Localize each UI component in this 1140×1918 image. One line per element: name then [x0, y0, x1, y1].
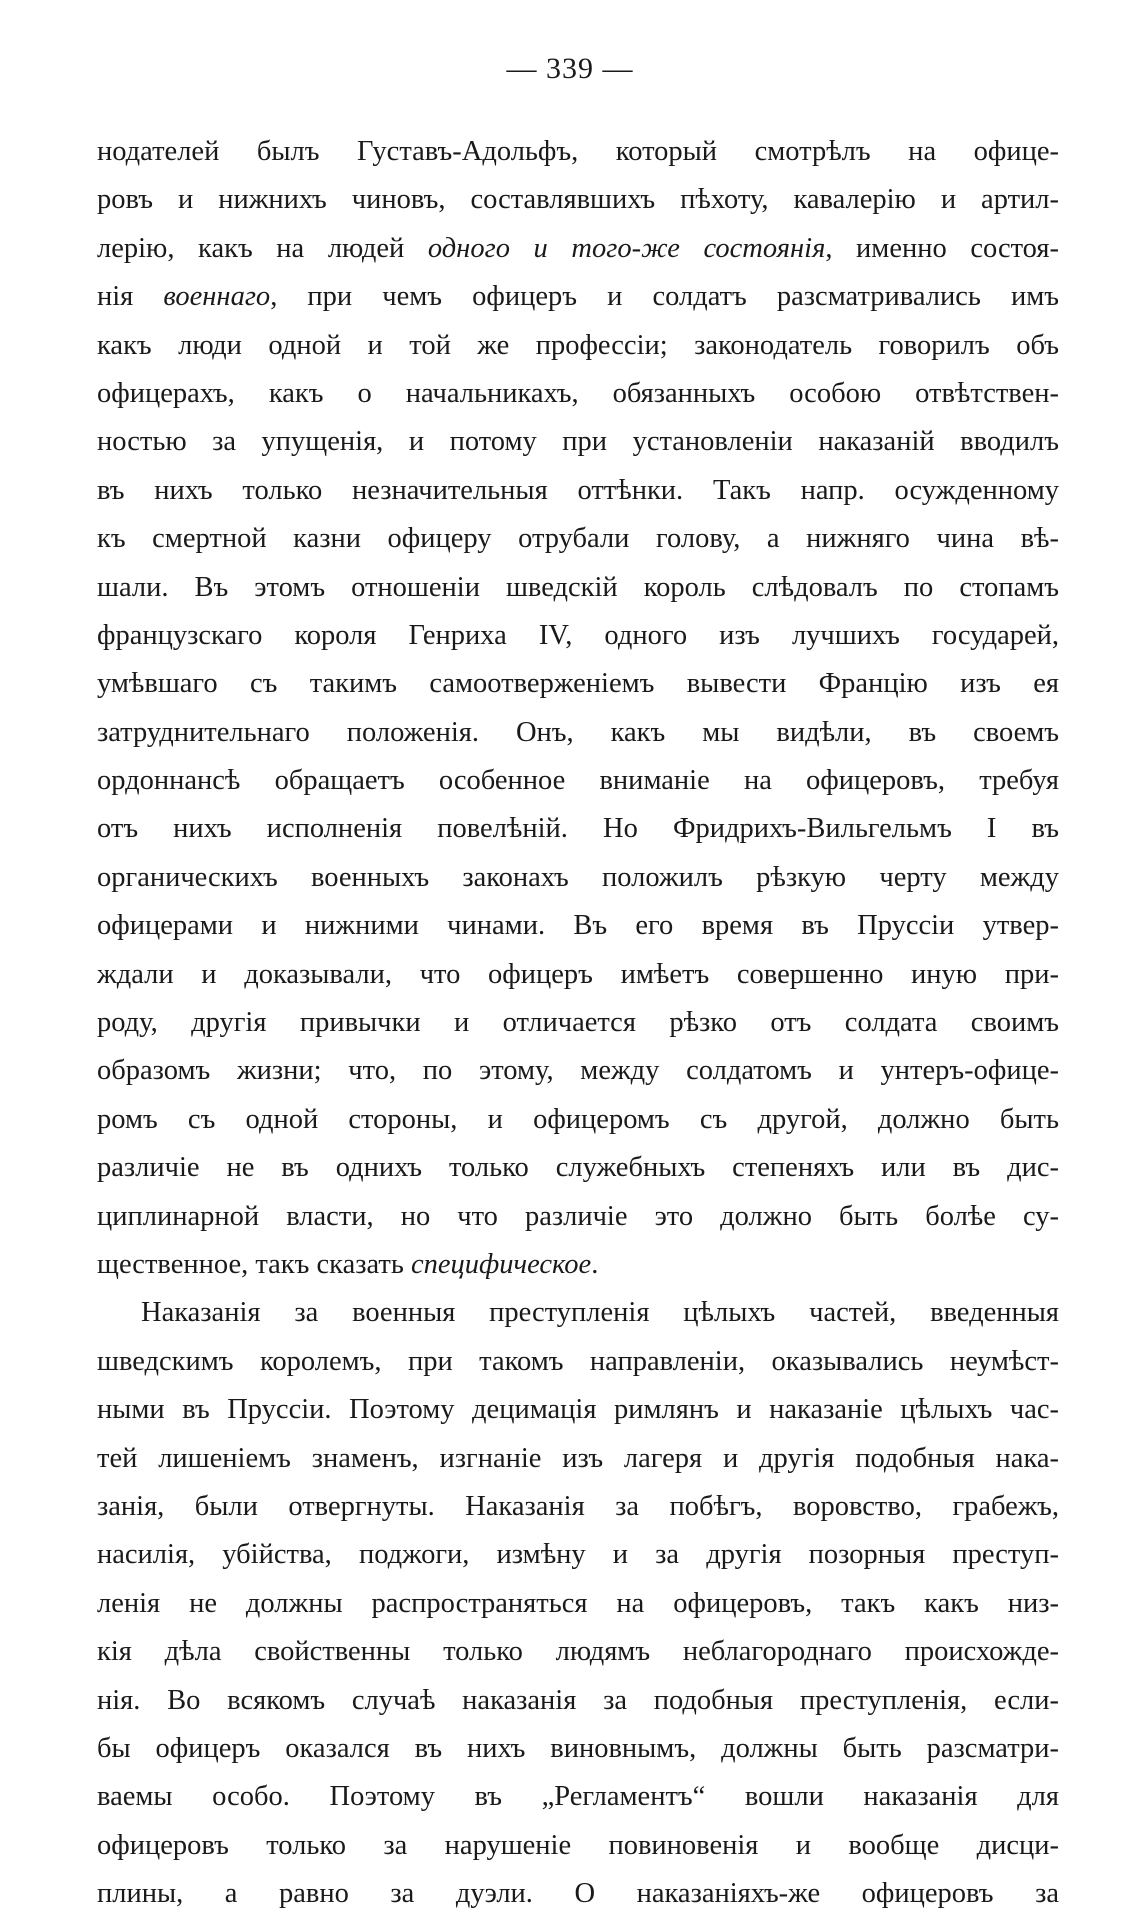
- italic-emphasis: военнаго: [163, 281, 271, 313]
- text-line: какъ люди одной и той же профессіи; законодатель говорилъ объ: [97, 329, 1059, 361]
- text-line: бы офицеръ оказался въ нихъ виновнымъ, должны быть разсматри-: [97, 1732, 1059, 1764]
- text-line: щественное, такъ сказать специфическое.: [97, 1248, 599, 1280]
- text-line: ждали и доказывали, что офицеръ имѣетъ совершенно иную при-: [97, 958, 1059, 990]
- text-line: органическихъ военныхъ законахъ положилъ рѣзкую черту между: [97, 861, 1059, 893]
- text-line: ленія не должны распространяться на офицеровъ, такъ какъ низ-: [97, 1587, 1059, 1619]
- paragraph-2: [97, 1289, 1059, 1918]
- text-line: циплинарной власти, но что различіе это должно быть болѣе су-: [97, 1200, 1059, 1232]
- body-text: [97, 128, 1059, 1918]
- text-line: ными въ Пруссіи. Поэтому децимація римлянъ и наказаніе цѣлыхъ час-: [97, 1394, 1059, 1426]
- text-line: лерію, какъ на людей одного и того-же состоянія, именно состоя-: [97, 232, 1059, 264]
- text-line: насилія, убійства, поджоги, измѣну и за другія позорныя преступ-: [97, 1539, 1059, 1571]
- text-line: нія военнаго, при чемъ офицеръ и солдатъ разсматривались имъ: [97, 281, 1059, 313]
- text-line: ностью за упущенія, и потому при установленіи наказаній вводилъ: [97, 426, 1059, 458]
- text-line: шведскимъ королемъ, при такомъ направленіи, оказывались неумѣст-: [97, 1345, 1059, 1377]
- text-line: ваемы особо. Поэтому въ „Регламентъ“ вошли наказанія для: [97, 1781, 1059, 1813]
- italic-emphasis: одного и того-же состоянія: [427, 232, 826, 264]
- text-line: Наказанія за военныя преступленія цѣлыхъ частей, введенныя: [141, 1297, 1059, 1329]
- text-line: ровъ и нижнихъ чиновъ, составлявшихъ пѣхоту, кавалерію и артил-: [97, 184, 1059, 216]
- italic-emphasis: специфическое: [410, 1248, 592, 1280]
- page-number: — 339 —: [506, 52, 634, 85]
- text-line: различіе не въ однихъ только служебныхъ степеняхъ или въ дис-: [97, 1152, 1059, 1184]
- text-line: отъ нихъ исполненія повелѣній. Но Фридрихъ-Вильгельмъ I въ: [97, 813, 1059, 845]
- text-line: въ нихъ только незначительныя оттѣнки. Такъ напр. осужденному: [97, 474, 1059, 506]
- text-line: затруднительнаго положенія. Онъ, какъ мы видѣли, въ своемъ: [97, 716, 1059, 748]
- text-line: роду, другія привычки и отличается рѣзко отъ солдата своимъ: [97, 1007, 1059, 1039]
- text-line: французскаго короля Генриха IV, одного изъ лучшихъ государей,: [97, 619, 1059, 651]
- text-line: шали. Въ этомъ отношеніи шведскій король слѣдовалъ по стопамъ: [97, 571, 1059, 603]
- text-line: ромъ съ одной стороны, и офицеромъ съ другой, должно быть: [97, 1103, 1059, 1135]
- text-line: ордоннансѣ обращаетъ особенное вниманіе на офицеровъ, требуя: [97, 765, 1059, 797]
- text-line: умѣвшаго съ такимъ самоотверженіемъ вывести Францію изъ ея: [97, 668, 1059, 700]
- text-line: нодателей былъ Густавъ-Адольфъ, который смотрѣлъ на офице-: [97, 136, 1059, 167]
- text-line: кія дѣла свойственны только людямъ неблагороднаго происхожде-: [97, 1636, 1059, 1668]
- text-line: офицерахъ, какъ о начальникахъ, обязанныхъ особою отвѣтствен-: [97, 377, 1059, 409]
- text-line: занія, были отвергнуты. Наказанія за побѣгъ, воровство, грабежъ,: [97, 1490, 1059, 1522]
- text-line: тей лишеніемъ знаменъ, изгнаніе изъ лагеря и другія подобныя нака-: [97, 1442, 1059, 1474]
- text-line: образомъ жизни; что, по этому, между солдатомъ и унтеръ-офице-: [97, 1055, 1059, 1087]
- text-line: плины, а равно за дуэли. О наказаніяхъ-же офицеровъ за: [97, 1878, 1059, 1910]
- paragraph-1: [97, 128, 1059, 1289]
- text-line: нія. Во всякомъ случаѣ наказанія за подобныя преступленія, если-: [97, 1684, 1059, 1716]
- text-line: къ смертной казни офицеру отрубали голову, а нижняго чина вѣ-: [97, 523, 1059, 555]
- text-line: офицеровъ только за нарушеніе повиновенія и вообще дисци-: [97, 1829, 1059, 1861]
- text-line: офицерами и нижними чинами. Въ его время въ Пруссіи утвер-: [97, 910, 1059, 942]
